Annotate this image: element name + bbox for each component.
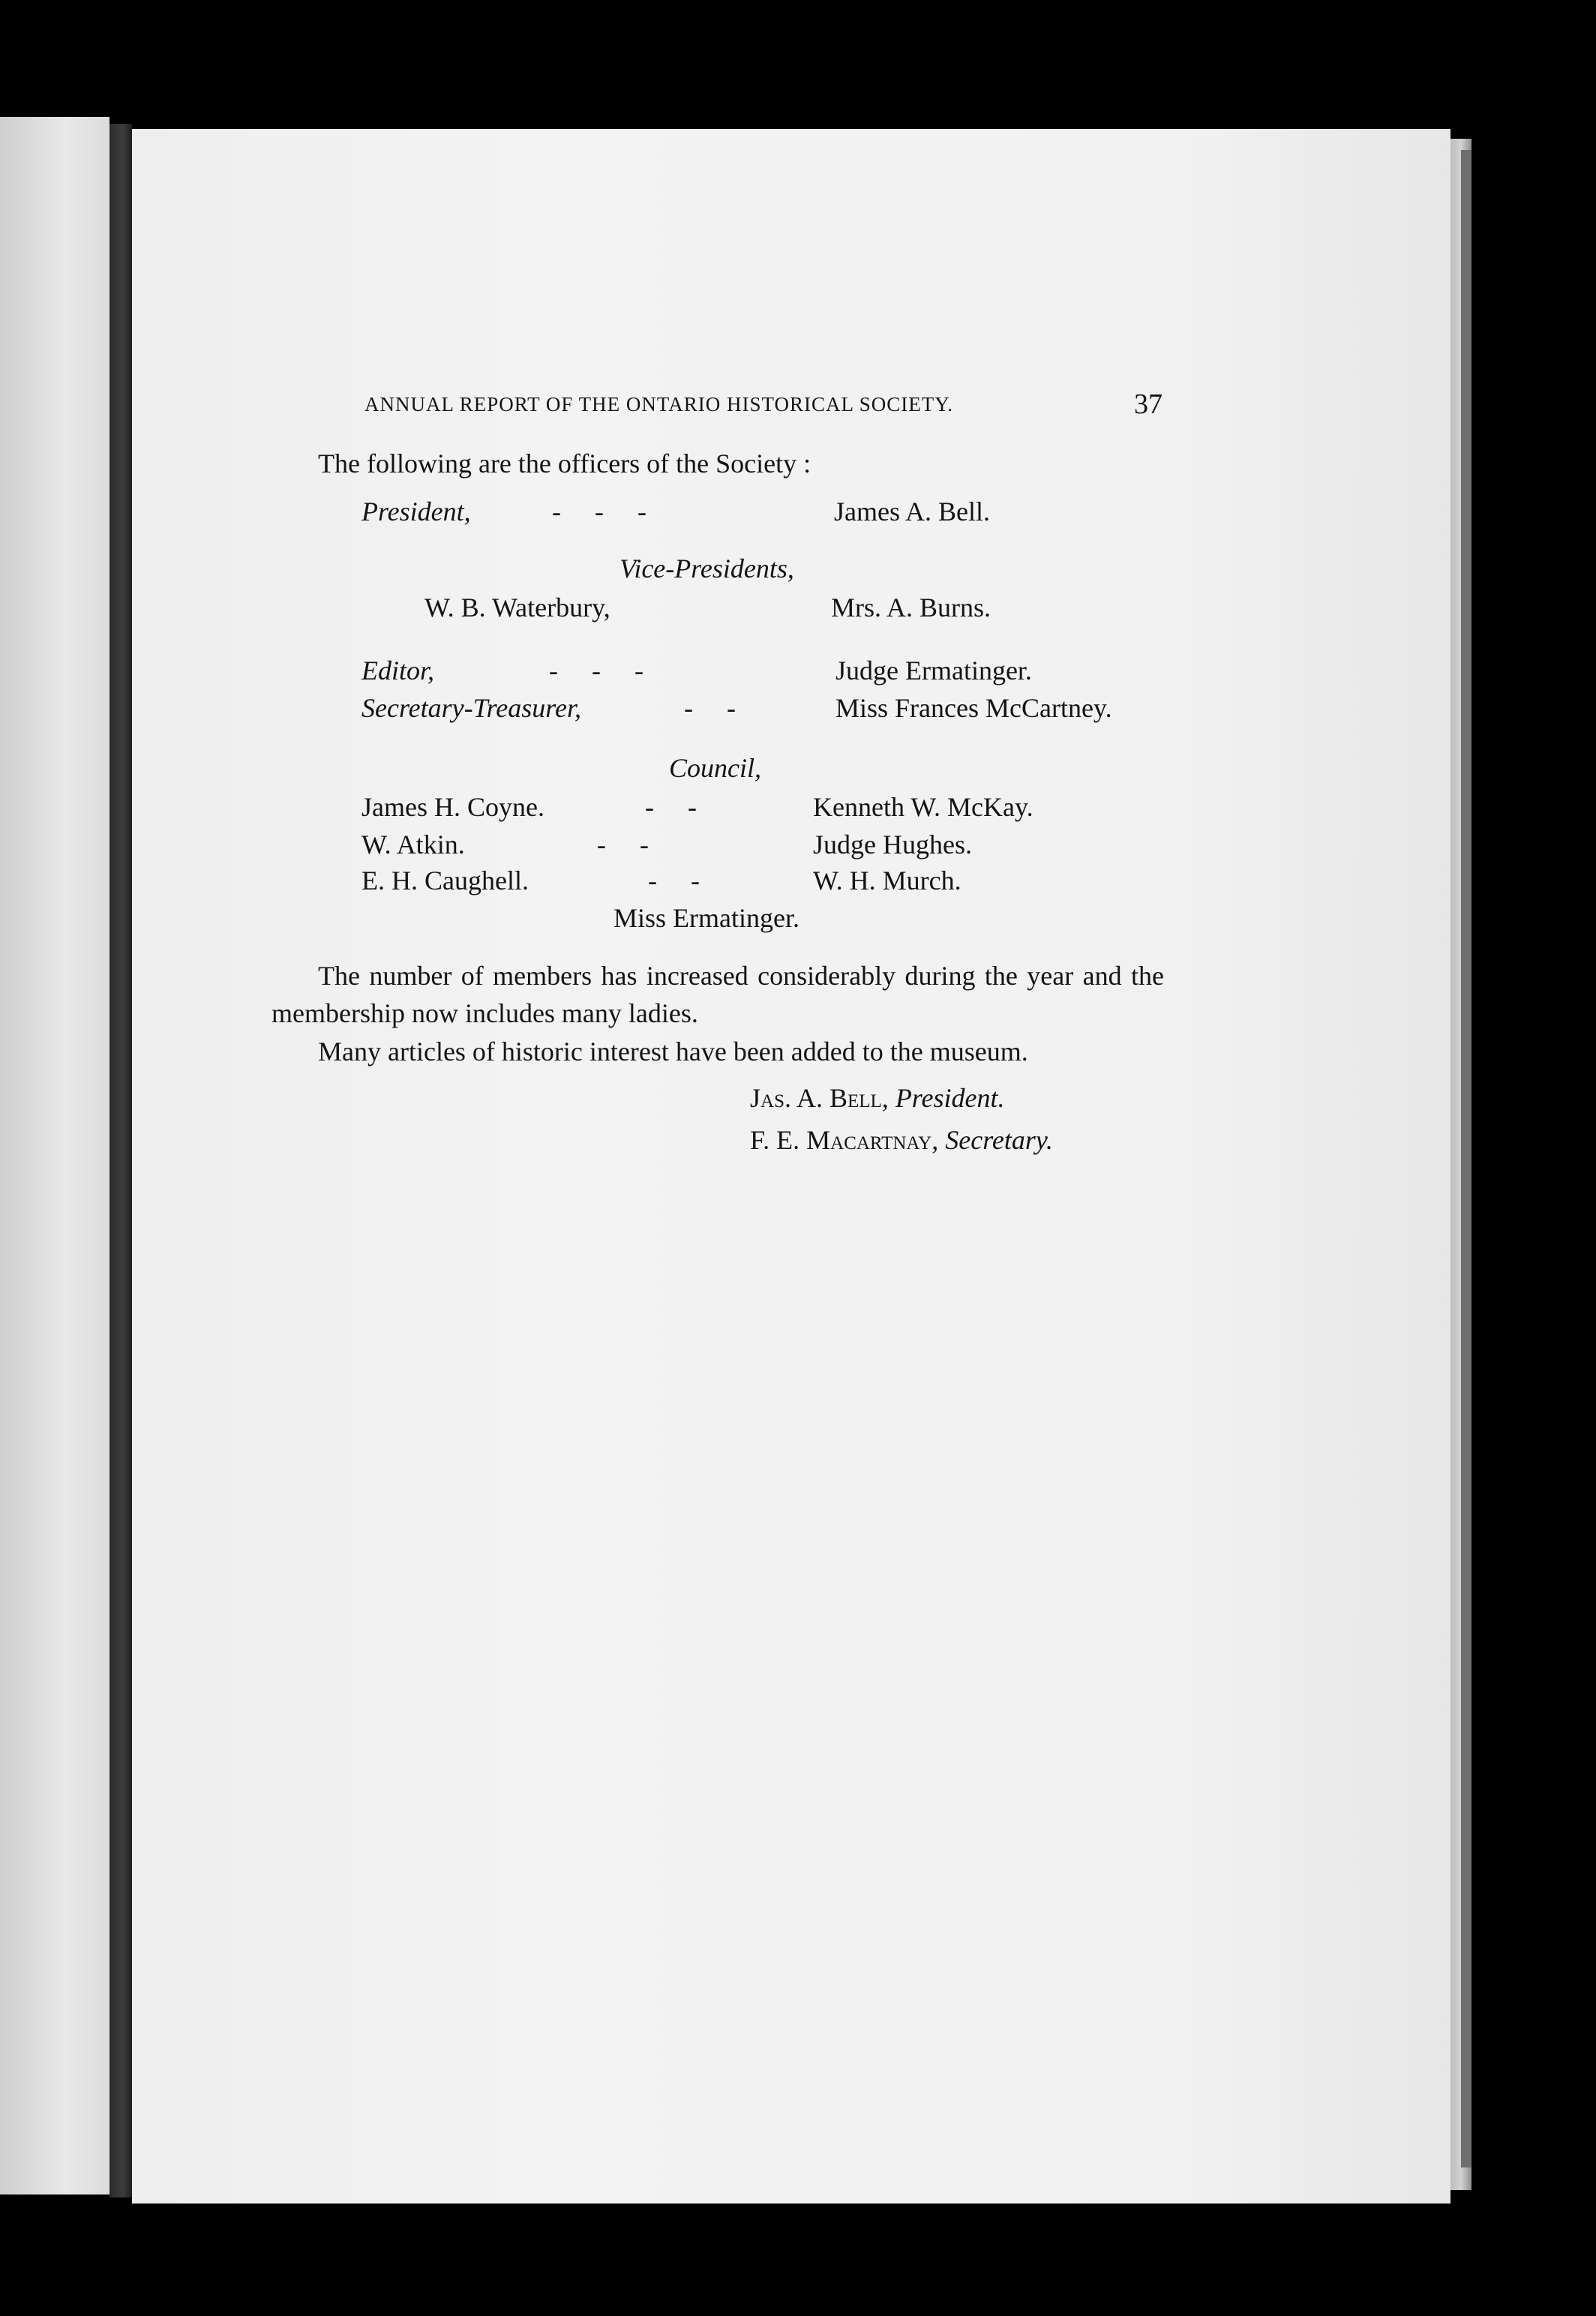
president-dashes: - - - xyxy=(552,496,646,526)
signature-president xyxy=(750,1084,1004,1112)
paragraph-museum: Many articles of historic interest have been added to the museum. xyxy=(318,1036,1028,1066)
council-left-3: E. H. Caughell. xyxy=(362,866,529,896)
editor-name: Judge Ermatinger. xyxy=(836,656,1032,686)
editor-label: Editor, xyxy=(362,656,435,686)
page-edge-shadow xyxy=(1461,150,1472,2168)
paragraph-membership: The number of members has increased considerably during the year and the membership now includes many ladies. xyxy=(272,961,1164,1028)
signature-president-title: President. xyxy=(895,1083,1005,1113)
book-gutter xyxy=(110,124,132,2198)
council-right-2: Judge Hughes. xyxy=(813,830,972,860)
council-dashes-1: - - xyxy=(645,792,697,822)
signature-secretary xyxy=(750,1126,1053,1154)
vice-presidents-heading: Vice-Presidents, xyxy=(620,554,794,584)
secretary-treasurer-label: Secretary-Treasurer, xyxy=(362,693,581,723)
council-heading: Council, xyxy=(669,753,761,783)
vice-president-left: W. B. Waterbury, xyxy=(424,592,610,622)
editor-dashes: - - - xyxy=(549,656,644,686)
left-page-edge xyxy=(0,117,110,2194)
signature-secretary-name: F. E. Macartnay, xyxy=(750,1125,939,1155)
council-right-1: Kenneth W. McKay. xyxy=(813,792,1034,822)
council-centered-member: Miss Ermatinger. xyxy=(614,903,800,933)
secretary-treasurer-name: Miss Frances McCartney. xyxy=(836,693,1112,723)
president-label: President, xyxy=(362,496,471,526)
page-number: 37 xyxy=(1134,388,1162,420)
secretary-treasurer-dashes: - - xyxy=(684,693,736,723)
signature-president-name: Jas. A. Bell, xyxy=(750,1083,889,1113)
council-dashes-2: - - xyxy=(597,830,649,860)
council-left-1: James H. Coyne. xyxy=(362,792,544,822)
signature-secretary-title: Secretary. xyxy=(945,1125,1053,1155)
council-left-2: W. Atkin. xyxy=(362,830,465,860)
running-header: ANNUAL REPORT OF THE ONTARIO HISTORICAL SOCIETY. xyxy=(364,393,954,416)
council-dashes-3: - - xyxy=(648,866,700,896)
vice-president-right: Mrs. A. Burns. xyxy=(831,592,992,622)
council-right-3: W. H. Murch. xyxy=(813,866,962,896)
intro-line: The following are the officers of the Society : xyxy=(318,448,812,478)
book-page xyxy=(132,129,1450,2204)
president-name: James A. Bell. xyxy=(834,496,990,526)
